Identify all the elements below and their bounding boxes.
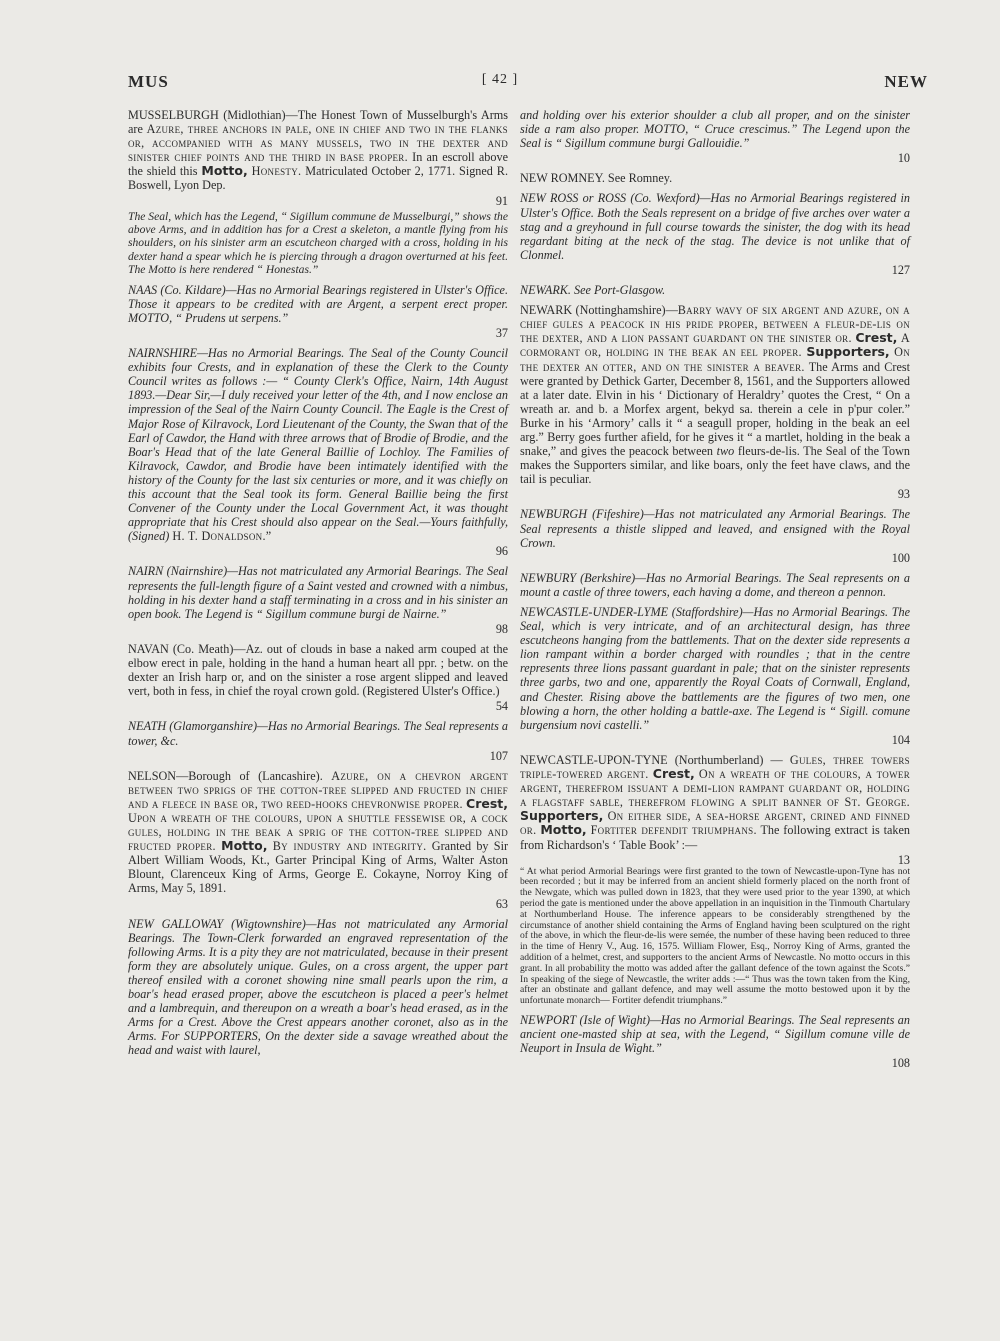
entry-segment: two — [716, 444, 735, 459]
blackletter-term: Motto, — [540, 822, 587, 838]
entry-number: 37 — [495, 325, 508, 340]
entry-segment: Granted by Sir Albert William Woods, Kt., Garter Principal King of Arms, Walter Aston Blount, Clarenceux King of Arms, George E. Cokayne, Norroy King of Arms, May 5, 1891. — [128, 839, 509, 896]
entry-text — [128, 917, 508, 1058]
entry-segment: —Has no Armorial Bearings. The Seal represents on a mount a castle of three towers, each having a dome, and thereon a pennon. — [520, 570, 910, 599]
entry-text — [128, 346, 508, 543]
seal-note: The Seal, which has the Legend, “ Sigillum commune de Musselburgi,” shows the above Arms, and in addition has for a Crest a skeleton, a mantle flying from his shoulders, on his sinister arm an escutcheon charged with a cross, holding in his dexter hand a spear which he is piercing through a dragon overturned at his feet. The Motto is here rendered “ Honestas.” — [128, 209, 508, 277]
entry-segment: Barry wavy of six argent and azure, on a chief gules a peacock in his pride proper, between a fleur-de-lis on the dexter, and a lion passant guardant on the sinister or. — [520, 303, 910, 346]
entry-segment: Fortiter defendit triumphans. — [590, 823, 757, 838]
entry-number: 104 — [891, 732, 910, 747]
entry-heading: NEW ROMNEY. — [520, 171, 605, 186]
entry-heading: NAIRNSHIRE — [128, 346, 198, 361]
entry-heading: NEWCASTLE-UPON-TYNE (Northumberland) — [520, 752, 764, 767]
entry-heading: NAIRN (Nairnshire) — [128, 564, 228, 579]
entry-number: 54 — [495, 699, 508, 714]
blackletter-term: Supporters, — [520, 808, 604, 824]
entry-text — [128, 564, 508, 620]
entry-heading: NEWPORT (Isle of Wight) — [520, 1013, 651, 1028]
entry-heading: MUSSELBURGH (Midlothian) — [128, 108, 286, 122]
entry-text — [520, 191, 910, 261]
entry-segment: By industry and integrity. — [272, 839, 427, 854]
entry-segment: —Has no Armorial Bearings. The Seal of the County Council exhibits four Crests, and in explanation of these the Clerk to the County Council writes as follows :— “ County Clerk's Office, Nairn, 14th August 1893.—Dear Sir,—I duly received your letter of the 4th, and I now enclose an impression of the Seal of the Nairn County Council. The Eagle is the Crest of Major Rose of Kilravock, Lord Lieutenant of the County, the Swan that of the Earl of Cawdor, the Hand with three arrows that of Brodie of Brodie, and the Boar's Head that of the late General Baillie of Lochloy. The Families of Kilravock, Cawdor, and Brodie have been intimately identified with the history of the County for the last six centuries or more, and it was chiefly on this account that the Seal took its form. General Baillie being the first Convener of the County under the Local Government Act, it was thought appropriate that his Crest should also appear on the Seal.—Yours faithfully, (Signed) — [128, 346, 508, 544]
running-head-right: NEW — [884, 72, 928, 91]
entry-segment: —Borough of (Lancashire). — [176, 768, 332, 783]
entry-text — [520, 303, 910, 486]
entry-text — [128, 769, 508, 896]
gazetteer-entry — [128, 917, 508, 1058]
entry-segment: See Romney. — [604, 171, 673, 186]
entry-number: 10 — [897, 151, 910, 166]
entry-segment: —Has not matriculated any Armorial Bearings. The Seal represents a thistle slipped and leaved, and ensigned with the Royal Crown. — [520, 507, 911, 550]
entry-segment: —Has no Armorial Bearings. The Seal, which is very intricate, and of an architectural design, has three escutcheons hanging from the battlements. That on the dexter side represents a lion rampant within a border charged with roundles ; that in the centre represents three lions passant guardant in pale; that on the sinister represents three garbs, two and one, apparently the Royal Coats of Cornwall, England, and Chester. Rising above the battlements are the figures of two men, one blowing a horn, the other holding a battle-axe. The Legend is “ Sigill. comune burgensium novi castelli.” — [520, 605, 911, 732]
entry-segment: On either side, a sea-horse argent, crined and finned or. — [520, 809, 910, 838]
entry-segment: On the dexter an otter, and on the sinister a beaver. — [520, 345, 911, 374]
entry-number: 91 — [495, 193, 508, 208]
entry-segment: Azure, three anchors in pale, one in chief and two in the flanks or, accompanied with as many mussels, two in the dexter and sinister chief points and the third in base proper. — [128, 122, 508, 165]
entry-segment: — — [763, 752, 790, 767]
gazetteer-entry — [520, 283, 910, 297]
blackletter-term: Motto, — [221, 838, 268, 854]
entry-segment: —Az. out of clouds in base a naked arm couped at the elbow erect in pale, holding in the hand a human heart all ppr. ; betw. on the dexter an Irish harp or, and on the sinister a rose argent slipped and leaved vert, both in fess, in chief the royal crown gold. (Registered Ulster's Office.) — [128, 641, 508, 699]
gazetteer-entry — [520, 571, 910, 599]
entry-segment: Azure, on a chevron argent between two sprigs of the cotton-tree slipped and fructed in chief and a fleece in base or, two reed-hooks chevronwise proper. — [128, 768, 508, 811]
blackletter-term: Motto, — [201, 163, 248, 179]
gazetteer-entry — [520, 753, 910, 1007]
entry-segment: — — [665, 303, 678, 318]
entry-number: 107 — [489, 748, 508, 763]
entry-heading: NEWARK. — [520, 283, 571, 298]
entry-segment: fleurs-de-lis. The Seal of the Town makes the Supporters similar, and like boars, only the feet have claws, and the tail is peculiar. — [520, 444, 910, 487]
entry-heading: NEWARK (Nottinghamshire) — [520, 303, 666, 318]
entry-number: 63 — [495, 896, 508, 911]
blackletter-term: Crest, — [652, 766, 695, 782]
entry-heading: NEWCASTLE-UNDER-LYME (Staffordshire) — [520, 605, 743, 619]
entry-text — [520, 108, 910, 150]
entry-segment: —Has no Armorial Bearings registered in Ulster's Office. Both the Seals represent on a bridge of five arches over water a stag and a greyhound in full course towards the sinister, the dog with its head regardant biting at the neck of the stag. The device is not unlike that of Clonmel. — [520, 191, 910, 262]
gazetteer-entry — [128, 564, 508, 635]
entry-segment: and holding over his exterior shoulder a club all proper, and on the sinister side a ram also proper. MOTTO, “ Cruce crescimus.” The Legend upon the Seal is “ Sigillum commune burgi Gallouidie.” — [520, 108, 910, 151]
entry-heading: NAAS (Co. Kildare) — [128, 282, 226, 297]
entry-text — [520, 507, 910, 549]
entry-segment: See Port-Glasgow. — [570, 283, 666, 298]
entry-text — [520, 171, 910, 185]
entry-heading: NEATH (Glamorganshire) — [128, 719, 258, 734]
entry-number: 98 — [495, 621, 508, 636]
entry-segment: Upon a wreath of the colours, upon a shuttle fessewise or, a cock gules, holding in the beak a sprig of the cotton-tree slipped and fructed proper. — [128, 810, 508, 854]
entry-segment: Gules, three towers triple-towered argent. — [520, 752, 910, 782]
entry-heading: NELSON — [128, 768, 177, 783]
gazetteer-entry — [128, 769, 508, 911]
entry-segment: In an escroll above the shield this — [128, 150, 508, 179]
entry-segment: The Arms and Crest were granted by Dethick Garter, December 8, 1561, and the Supporters allowed at a later date. Elvin in his ‘ Dictionary of Heraldry’ quotes the Crest, “ On a wreath ar. and b. a Morfex argent, bekyd sa. therein a cele in p'pur coler.” Burke in his ‘Armory’ calls it “ a seagull proper, holding in the beak an eel arg.” Berry goes further afield, for he gives it “ a martlet, holding in the beak a snake,” and gives the peacock between — [520, 359, 910, 459]
entry-text — [520, 571, 910, 599]
entry-segment: —Has no Armorial Bearings. The Seal represents an ancient one-masted ship at sea, with the Legend, “ Sigillum comune ville de Neuport in Insula de Wight.” — [520, 1013, 910, 1056]
gazetteer-entry — [520, 303, 910, 501]
entry-text — [128, 108, 508, 193]
entry-segment: The following extract is taken from Richardson's ‘ Table Book’ :— — [520, 823, 911, 852]
entry-text — [520, 605, 910, 732]
gazetteer-entry — [128, 642, 508, 713]
running-head-left: MUS — [128, 72, 169, 91]
gazetteer-entry — [128, 346, 508, 558]
entry-number: 127 — [891, 262, 910, 277]
gazetteer-entry — [128, 283, 508, 340]
gazetteer-entry — [520, 108, 910, 165]
entry-heading: NEW GALLOWAY (Wigtownshire) — [128, 916, 306, 931]
left-column — [128, 108, 508, 1064]
entry-segment: —Has no Armorial Bearings registered in Ulster's Office. Those it appears to be credited with are Argent, a serpent erect proper. MOTTO, “ Prudens ut serpens.” — [128, 282, 508, 325]
entry-segment: A cormorant or, holding in the beak an eel proper. — [520, 331, 911, 360]
entry-text — [128, 719, 508, 747]
entry-number: 96 — [495, 544, 508, 559]
gazetteer-entry — [520, 1013, 910, 1070]
gazetteer-entry — [128, 719, 508, 762]
gazetteer-entry — [520, 507, 910, 564]
entry-text — [520, 753, 910, 852]
entry-segment: —Has no Armorial Bearings. The Seal represents a tower, &c. — [128, 719, 508, 748]
entry-number: 13 — [897, 852, 910, 867]
gazetteer-entry — [520, 605, 910, 747]
entry-segment: Honesty. — [251, 164, 302, 179]
entry-heading: NEWBURGH (Fifeshire) — [520, 507, 644, 522]
entry-segment: —Has not matriculated any Armorial Bearings. The Seal represents the full-length figure of a Saint vested and crowned with a nimbus, holding in his dexter hand a staff terminating in a cross and in his sinister an open book. The Legend is “ Sigillum commune burgi de Nairne.” — [128, 564, 508, 621]
entry-number: 100 — [891, 550, 910, 565]
blackletter-term: Crest, — [855, 330, 898, 346]
blackletter-term: Supporters, — [806, 344, 890, 360]
gazetteer-entry — [520, 191, 910, 277]
gazetteer-entry — [520, 171, 910, 185]
gazetteer-entry — [128, 108, 508, 277]
entry-number: 108 — [891, 1056, 910, 1071]
entry-heading: NEWBURY (Berkshire) — [520, 570, 636, 585]
page-number: [ 42 ] — [481, 72, 519, 87]
entry-segment: On a wreath of the colours, a tower argent, therefrom issuant a demi-lion rampant guardant or, holding a flagstaff sable, therefrom flowing a split banner of St. George. — [520, 767, 911, 810]
block-quote: “ At what period Armorial Bearings were first granted to the town of Newcastle-upon-Tyne has not been recorded ; but it may be inferred from an ancient shield formerly placed on the north front of the Newgate, which was pulled down in 1823, that they were used prior to the year 1390, at which period the gate is mentioned under the above appellation in an inquisition in the Tinmouth Chartulary at Northumberland House. The inference appears to be considerably strengthened by the circumstance of another shield containing the Arms of England having been sculptured on the right of the above, in which the fleur-de-lis were semée, the number of these having been reduced to three in the time of Henry V., Aug. 16, 1575. William Flower, Esq., Norroy King of Arms, granted the addition of a helmet, crest, and supporters to the ancient Arms of Newcastle. No motto occurs in this grant. In all probability the motto was added after the gallant defence of the town against the Scots.” In speaking of the siege of Newcastle, the writer adds :—“ Thus was the town taken from the King, after an obstinate and gallant defence, and may well assume the motto bestowed upon it by the unfortunate monarch— Fortiter defendit triumphans.” — [520, 865, 910, 1007]
entry-text — [520, 1013, 910, 1055]
entry-text — [128, 642, 508, 698]
entry-segment: —The Honest Town of Musselburgh's Arms are — [128, 108, 508, 137]
entry-segment: H. T. Donaldson.” — [172, 529, 272, 544]
blackletter-term: Crest, — [466, 795, 509, 811]
entry-heading: NEW ROSS or ROSS (Co. Wexford) — [520, 191, 700, 206]
entry-number: 93 — [897, 487, 910, 502]
right-column — [520, 108, 910, 1076]
entry-segment: —Has not matriculated any Armorial Bearings. The Town-Clerk forwarded an engraved representation of the following Arms. It is a pity they are not matriculated, because in their present form they are absolutely unique. Gules, on a cross argent, the upper part thereof ensiled with a coronet showing nine small pearls upon the rim, a boar's head erased proper, above the escutcheon is placed a peer's helmet and a lambrequin, and thereupon on a wreath a boar's head erased, as in the Arms for a Crest. Above the Crest appears another coronet, also as in the Arms. For SUPPORTERS, On the dexter side a savage wreathed about the head and waist with laurel, — [128, 916, 508, 1058]
entry-text — [128, 283, 508, 325]
entry-heading: NAVAN (Co. Meath) — [128, 641, 234, 656]
entry-segment: Matriculated October 2, 1771. Signed R. Boswell, Lyon Dep. — [128, 164, 508, 193]
entry-text — [520, 283, 910, 297]
